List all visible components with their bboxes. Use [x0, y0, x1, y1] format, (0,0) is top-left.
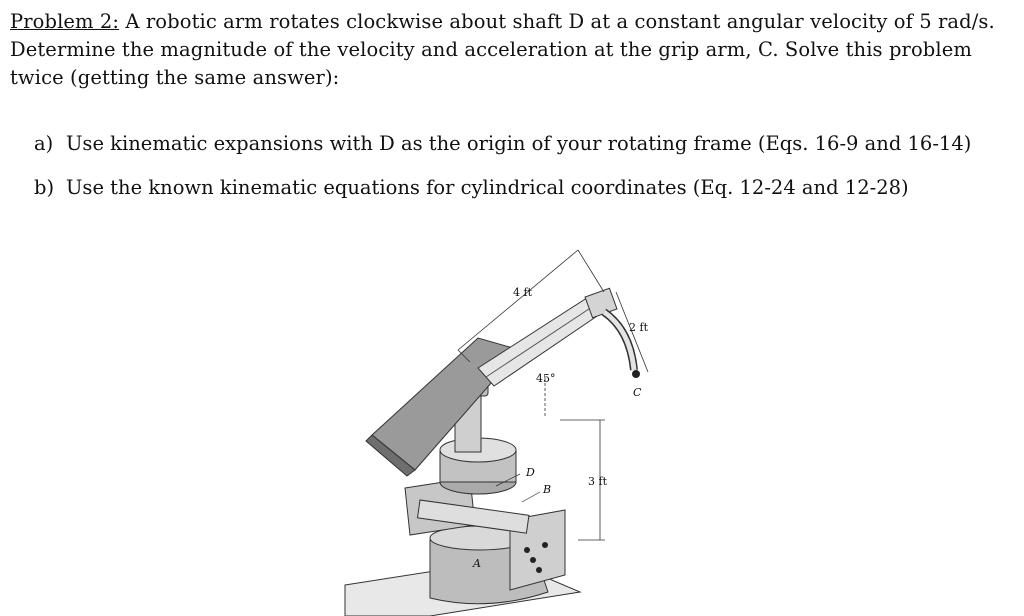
part-a-text: Use kinematic expansions with D as the origin of your rotating frame (Eqs. 16-9 and 16-14) — [66, 132, 972, 155]
point-d-label: D — [526, 466, 535, 479]
dim-4ft-label: 4 ft — [513, 286, 532, 299]
point-a-label: A — [473, 557, 481, 570]
point-b-label: B — [543, 483, 552, 496]
point-c-label: C — [633, 386, 642, 399]
part-b-text: Use the known kinematic equations for cylindrical coordinates (Eq. 12-24 and 12-28) — [66, 176, 909, 199]
angle-label: 45° — [536, 372, 556, 385]
part-b-tag: b) — [34, 176, 55, 199]
dim-3ft-label: 3 ft — [588, 475, 607, 488]
grip-point-c — [632, 370, 640, 378]
part-a-tag: a) — [34, 132, 54, 155]
dim-2ft-label: 2 ft — [629, 321, 648, 334]
problem-label: Problem 2: — [10, 10, 120, 33]
problem-text: A robotic arm rotates clockwise about shaft D at a constant angular velocity of 5 rad/s. Determine the magnitude of the velocity and acceleration at the grip arm, C. Solve this problem twice (getting the same answer): — [10, 10, 995, 89]
